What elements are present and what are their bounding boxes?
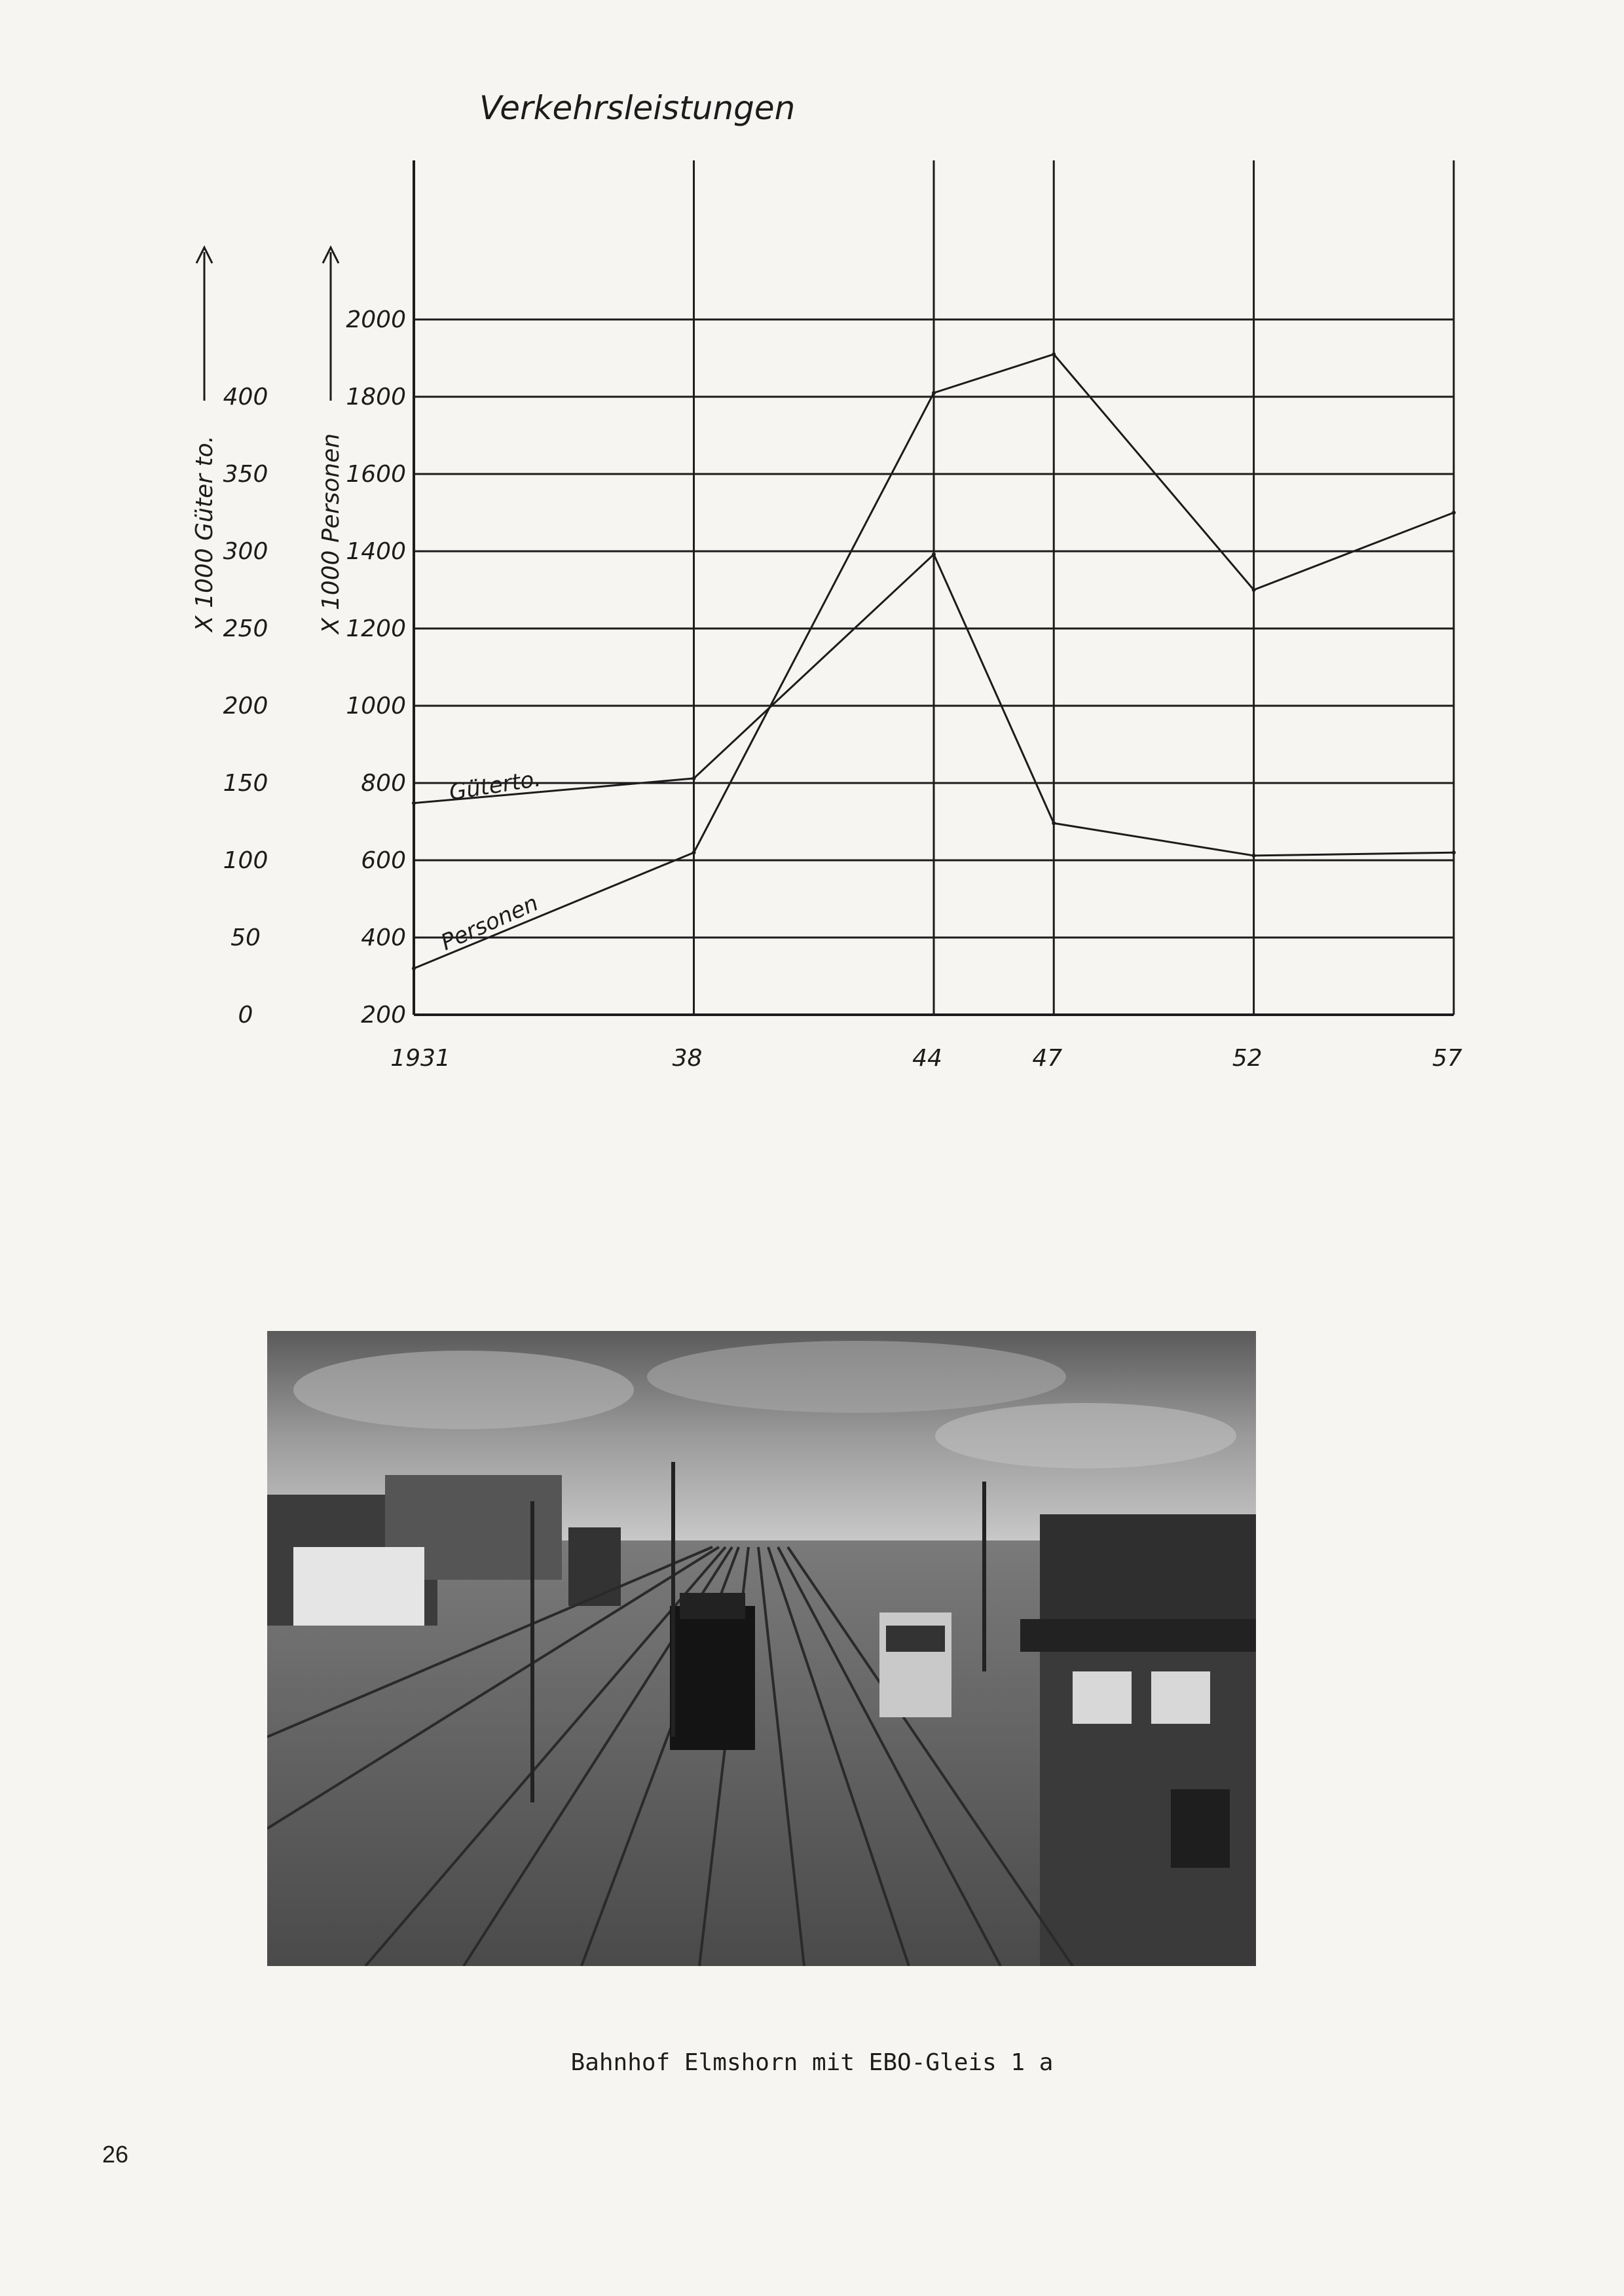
tick-label-personen: 1000 <box>346 693 406 720</box>
tick-label-gueter: 300 <box>223 538 268 565</box>
chart-axes <box>191 247 1462 1072</box>
series-label-gueter: Güterto. <box>447 765 543 806</box>
tick-label-gueter: 100 <box>223 847 268 874</box>
data-point <box>1252 588 1256 592</box>
data-point <box>1052 821 1056 825</box>
data-point <box>412 966 416 970</box>
data-point <box>1452 850 1456 854</box>
tick-label-gueter: 400 <box>223 384 268 410</box>
tick-label-personen: 200 <box>361 1002 406 1029</box>
series-label-personen: Personen <box>437 890 542 957</box>
data-point <box>1052 352 1056 356</box>
tick-label-x: 57 <box>1432 1045 1462 1072</box>
tick-label-personen: 600 <box>361 847 406 874</box>
tick-label-gueter: 350 <box>223 461 268 488</box>
station-photo <box>267 1331 1256 1966</box>
tick-label-x: 52 <box>1232 1045 1263 1072</box>
data-point <box>692 850 696 854</box>
page-number: 26 <box>102 2141 129 2168</box>
tick-label-gueter: 200 <box>223 693 268 720</box>
tick-label-gueter: 0 <box>238 1002 253 1029</box>
data-point <box>1452 511 1456 515</box>
photo-caption: Bahnhof Elmshorn mit EBO-Gleis 1 a <box>570 2049 1054 2076</box>
tick-label-personen: 1800 <box>346 384 406 410</box>
axis-title-personen: X 1000 Personen <box>318 433 344 634</box>
axis-title-gueter: X 1000 Güter to. <box>191 435 218 632</box>
tick-label-gueter: 50 <box>231 924 261 951</box>
data-point <box>692 776 696 780</box>
data-point <box>932 553 936 556</box>
steam-locomotive <box>670 1606 755 1750</box>
data-point <box>412 801 416 805</box>
tick-label-personen: 1200 <box>346 615 406 642</box>
data-point <box>1252 854 1256 858</box>
tick-label-x: 44 <box>912 1045 942 1072</box>
tick-label-personen: 2000 <box>346 306 406 333</box>
tick-label-x: 47 <box>1032 1045 1063 1072</box>
data-point <box>932 391 936 395</box>
tick-label-personen: 400 <box>361 924 406 951</box>
chart-title: Verkehrsleistungen <box>479 89 796 127</box>
tick-label-personen: 1600 <box>346 461 406 488</box>
tick-label-gueter: 150 <box>223 770 268 797</box>
tick-label-x: 1931 <box>390 1045 451 1072</box>
tick-label-personen: 800 <box>361 770 406 797</box>
chart-grid <box>414 160 1454 1015</box>
tick-label-gueter: 250 <box>223 615 268 642</box>
tick-label-x: 38 <box>672 1045 703 1072</box>
tick-label-personen: 1400 <box>346 538 406 565</box>
